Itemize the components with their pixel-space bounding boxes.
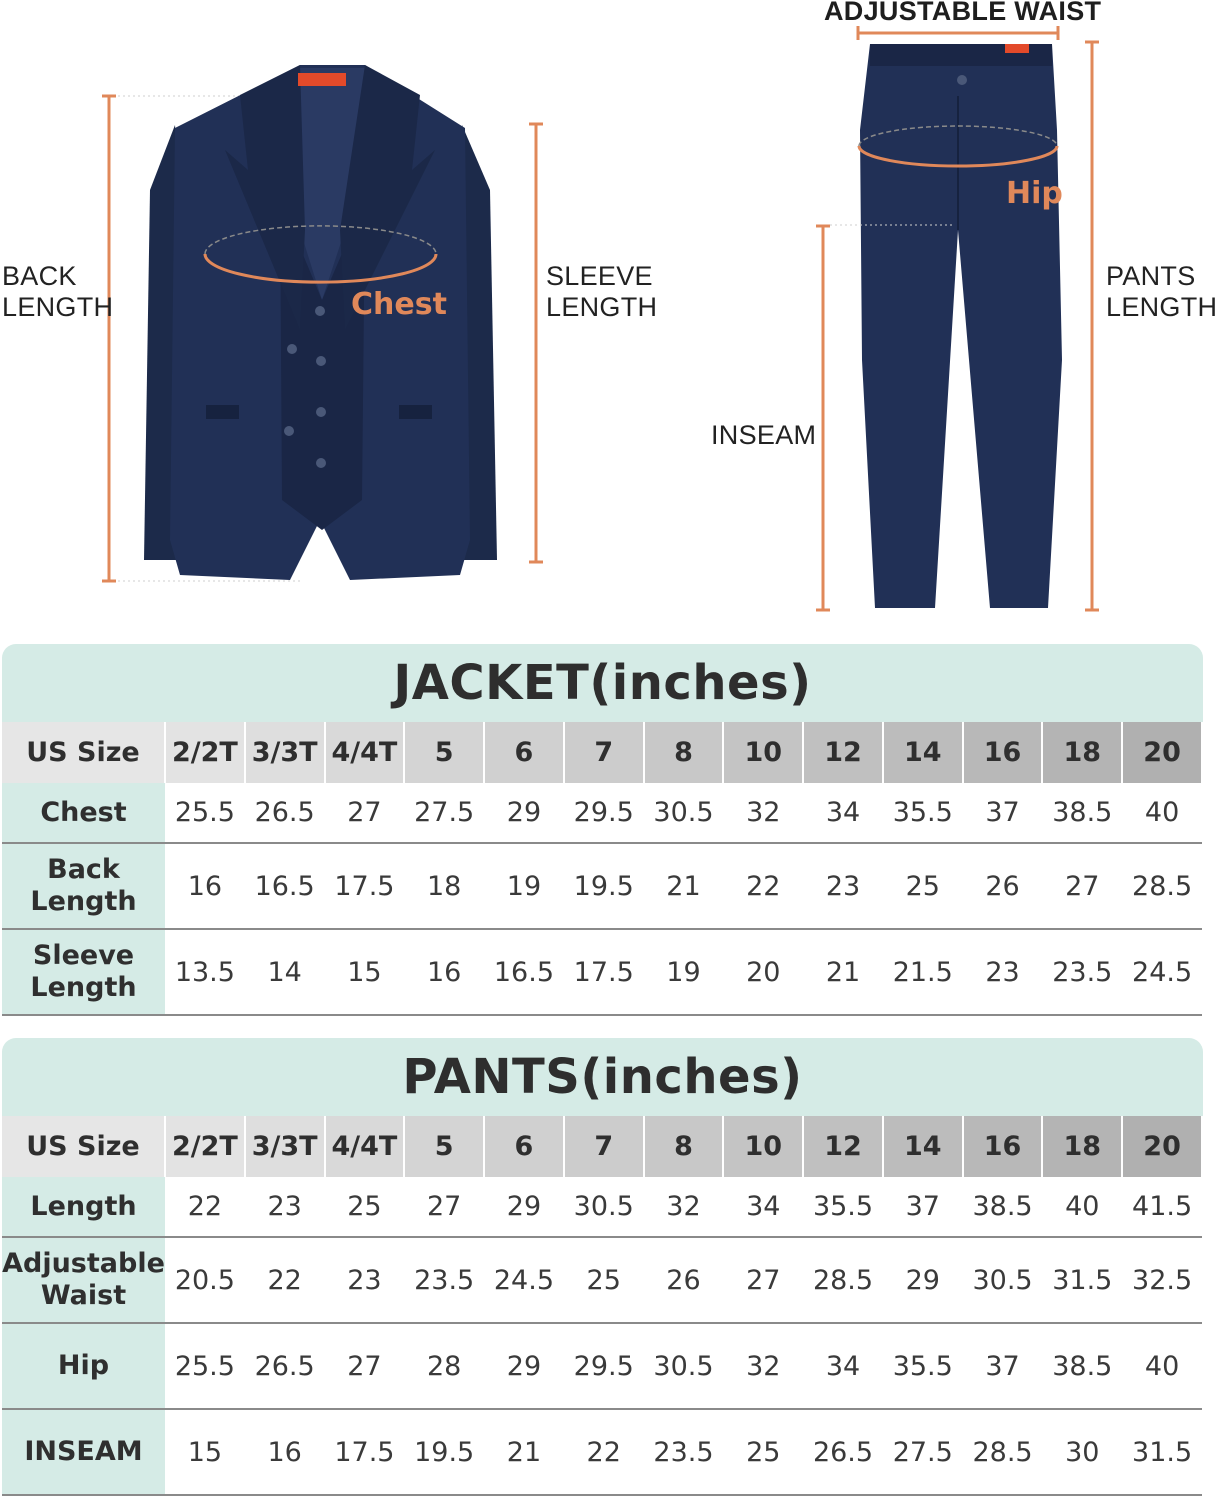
pants-length-label-line: PANTS — [1106, 261, 1196, 291]
pants-illustration — [830, 44, 1062, 608]
table-cell: 20.5 — [165, 1237, 245, 1323]
table-cell: 27 — [723, 1237, 803, 1323]
table-cell: 19.5 — [564, 843, 644, 929]
row-header-line: Chest — [40, 796, 127, 828]
table-cell: 19 — [644, 929, 724, 1015]
table-cell: 15 — [165, 1409, 245, 1495]
table-cell: 27.5 — [404, 783, 484, 843]
table-cell: 35.5 — [883, 1323, 963, 1409]
table-cell: 27.5 — [883, 1409, 963, 1495]
table-cell: 21 — [644, 843, 724, 929]
back-length-line — [102, 96, 116, 581]
table-cell: 25 — [883, 843, 963, 929]
table-cell: 16 — [245, 1409, 325, 1495]
row-header-line: Length — [30, 972, 137, 1003]
table-cell: 17.5 — [564, 929, 644, 1015]
table-cell: 29.5 — [564, 1323, 644, 1409]
size-header: 20 — [1122, 1116, 1202, 1177]
table-cell: 23.5 — [644, 1409, 724, 1495]
table-cell: 34 — [803, 783, 883, 843]
size-header: 4/4T — [325, 722, 405, 783]
row-header — [2, 783, 165, 843]
table-cell: 27 — [1042, 843, 1122, 929]
size-header: 8 — [644, 1116, 724, 1177]
size-header: 16 — [963, 1116, 1043, 1177]
jacket-size-table — [2, 644, 1203, 1016]
table-cell: 29 — [484, 783, 564, 843]
table-cell: 14 — [245, 929, 325, 1015]
size-header: 5 — [404, 1116, 484, 1177]
table-cell: 38.5 — [1042, 783, 1122, 843]
table-cell: 40 — [1122, 1323, 1202, 1409]
pants-table-title-bar — [2, 1038, 1203, 1116]
table-cell: 23 — [963, 929, 1043, 1015]
size-header: 6 — [484, 722, 564, 783]
table-cell: 28.5 — [1122, 843, 1202, 929]
table-cell: 13.5 — [165, 929, 245, 1015]
measurement-illustration — [0, 0, 1217, 640]
table-cell: 27 — [325, 783, 405, 843]
row-header — [2, 1409, 165, 1495]
table-cell: 37 — [883, 1177, 963, 1237]
table-row — [2, 783, 1202, 843]
sleeve-length-label-line: LENGTH — [546, 292, 658, 322]
table-cell: 30.5 — [564, 1177, 644, 1237]
table-cell: 22 — [245, 1237, 325, 1323]
jacket-header-row — [2, 722, 1202, 783]
sleeve-length-line — [529, 124, 543, 562]
table-cell: 22 — [165, 1177, 245, 1237]
table-cell: 34 — [803, 1323, 883, 1409]
table-cell: 32 — [723, 783, 803, 843]
table-cell: 38.5 — [1042, 1323, 1122, 1409]
table-cell: 41.5 — [1122, 1177, 1202, 1237]
table-cell: 32.5 — [1122, 1237, 1202, 1323]
waist-line — [858, 26, 1058, 40]
back-length-label-line: BACK — [2, 261, 77, 291]
table-cell: 35.5 — [883, 783, 963, 843]
size-header: 18 — [1042, 1116, 1122, 1177]
table-row — [2, 1409, 1202, 1495]
size-header: 7 — [564, 722, 644, 783]
table-cell: 28.5 — [803, 1237, 883, 1323]
row-header-line: Hip — [57, 1350, 110, 1381]
table-cell: 29 — [484, 1323, 564, 1409]
table-cell: 31.5 — [1122, 1409, 1202, 1495]
table-cell: 26 — [963, 843, 1043, 929]
size-header: 7 — [564, 1116, 644, 1177]
size-header: 18 — [1042, 722, 1122, 783]
table-cell: 25 — [723, 1409, 803, 1495]
inseam-line — [816, 226, 830, 610]
row-header-line: Length — [30, 886, 137, 917]
table-cell: 28.5 — [963, 1409, 1043, 1495]
row-header-line: Adjustable — [2, 1248, 165, 1279]
table-cell: 25.5 — [165, 783, 245, 843]
table-cell: 21.5 — [883, 929, 963, 1015]
size-header: 4/4T — [325, 1116, 405, 1177]
table-cell: 19.5 — [404, 1409, 484, 1495]
table-cell: 22 — [723, 843, 803, 929]
table-cell: 23 — [803, 843, 883, 929]
row-header — [2, 929, 165, 1015]
table-cell: 24.5 — [1122, 929, 1202, 1015]
table-cell: 17.5 — [325, 1409, 405, 1495]
table-cell: 25 — [325, 1177, 405, 1237]
back-length-label-line: LENGTH — [2, 292, 114, 322]
jacket-illustration — [144, 65, 497, 580]
table-cell: 16 — [165, 843, 245, 929]
size-header: 20 — [1122, 722, 1202, 783]
row-header — [2, 1237, 165, 1323]
table-cell: 40 — [1042, 1177, 1122, 1237]
inseam-label: INSEAM — [711, 420, 817, 450]
pants-table-title: PANTS(inches) — [402, 1049, 803, 1105]
size-header: 16 — [963, 722, 1043, 783]
table-cell: 16 — [404, 929, 484, 1015]
table-cell: 27 — [404, 1177, 484, 1237]
table-cell: 22 — [564, 1409, 644, 1495]
table-cell: 26.5 — [803, 1409, 883, 1495]
back-length-label — [2, 261, 113, 323]
sleeve-length-label — [546, 261, 657, 323]
table-cell: 17.5 — [325, 843, 405, 929]
size-header: 2/2T — [165, 1116, 245, 1177]
size-header: 10 — [723, 1116, 803, 1177]
table-cell: 34 — [723, 1177, 803, 1237]
table-cell: 30.5 — [644, 783, 724, 843]
table-cell: 37 — [963, 783, 1043, 843]
row-header — [2, 1323, 165, 1409]
chest-callout: Chest — [351, 287, 447, 322]
table-cell: 16.5 — [245, 843, 325, 929]
table-cell: 30 — [1042, 1409, 1122, 1495]
table-cell: 37 — [963, 1323, 1043, 1409]
sleeve-length-label-line: SLEEVE — [546, 261, 653, 291]
size-header: 10 — [723, 722, 803, 783]
table-cell: 20 — [723, 929, 803, 1015]
table-cell: 27 — [325, 1323, 405, 1409]
pants-size-table — [2, 1038, 1203, 1496]
table-cell: 21 — [484, 1409, 564, 1495]
row-header — [2, 1177, 165, 1237]
table-row — [2, 1177, 1202, 1237]
table-cell: 25 — [564, 1237, 644, 1323]
table-cell: 29 — [484, 1177, 564, 1237]
table-cell: 38.5 — [963, 1177, 1043, 1237]
table-cell: 15 — [325, 929, 405, 1015]
table-cell: 21 — [803, 929, 883, 1015]
table-cell: 30.5 — [963, 1237, 1043, 1323]
corner-header: US Size — [2, 1116, 165, 1177]
table-cell: 29.5 — [564, 783, 644, 843]
table-cell: 35.5 — [803, 1177, 883, 1237]
table-row — [2, 1237, 1202, 1323]
jacket-table-title: JACKET(inches) — [393, 655, 812, 711]
pants-table — [2, 1116, 1203, 1496]
table-cell: 23.5 — [404, 1237, 484, 1323]
table-cell: 23 — [325, 1237, 405, 1323]
table-cell: 26 — [644, 1237, 724, 1323]
table-cell: 32 — [644, 1177, 724, 1237]
row-header-line: Back — [47, 854, 120, 885]
row-header-line: Waist — [40, 1280, 127, 1311]
size-header: 3/3T — [245, 1116, 325, 1177]
size-header: 8 — [644, 722, 724, 783]
size-header: 6 — [484, 1116, 564, 1177]
table-cell: 31.5 — [1042, 1237, 1122, 1323]
size-header: 12 — [803, 1116, 883, 1177]
table-row — [2, 929, 1202, 1015]
corner-header: US Size — [2, 722, 165, 783]
table-row — [2, 843, 1202, 929]
adjustable-waist-label: ADJUSTABLE WAIST — [824, 0, 1102, 26]
table-cell: 23 — [245, 1177, 325, 1237]
table-cell: 40 — [1122, 783, 1202, 843]
table-cell: 30.5 — [644, 1323, 724, 1409]
pants-length-label — [1106, 261, 1217, 323]
table-cell: 23.5 — [1042, 929, 1122, 1015]
pants-length-label-line: LENGTH — [1106, 292, 1217, 322]
size-header: 14 — [883, 722, 963, 783]
table-cell: 26.5 — [245, 1323, 325, 1409]
size-header: 2/2T — [165, 722, 245, 783]
row-header-line: INSEAM — [24, 1436, 143, 1467]
table-cell: 18 — [404, 843, 484, 929]
table-cell: 29 — [883, 1237, 963, 1323]
hip-callout: Hip — [1006, 176, 1063, 211]
jacket-table — [2, 722, 1203, 1016]
table-row — [2, 1323, 1202, 1409]
size-header: 14 — [883, 1116, 963, 1177]
size-header: 12 — [803, 722, 883, 783]
size-header: 3/3T — [245, 722, 325, 783]
pants-header-row — [2, 1116, 1202, 1177]
table-cell: 19 — [484, 843, 564, 929]
size-header: 5 — [404, 722, 484, 783]
table-cell: 24.5 — [484, 1237, 564, 1323]
row-header-line: Length — [30, 1190, 137, 1222]
table-cell: 32 — [723, 1323, 803, 1409]
table-cell: 16.5 — [484, 929, 564, 1015]
table-cell: 26.5 — [245, 783, 325, 843]
jacket-table-title-bar — [2, 644, 1203, 722]
table-cell: 25.5 — [165, 1323, 245, 1409]
table-cell: 28 — [404, 1323, 484, 1409]
row-header-line: Sleeve — [32, 940, 135, 971]
row-header — [2, 843, 165, 929]
pants-length-line — [1085, 42, 1099, 610]
